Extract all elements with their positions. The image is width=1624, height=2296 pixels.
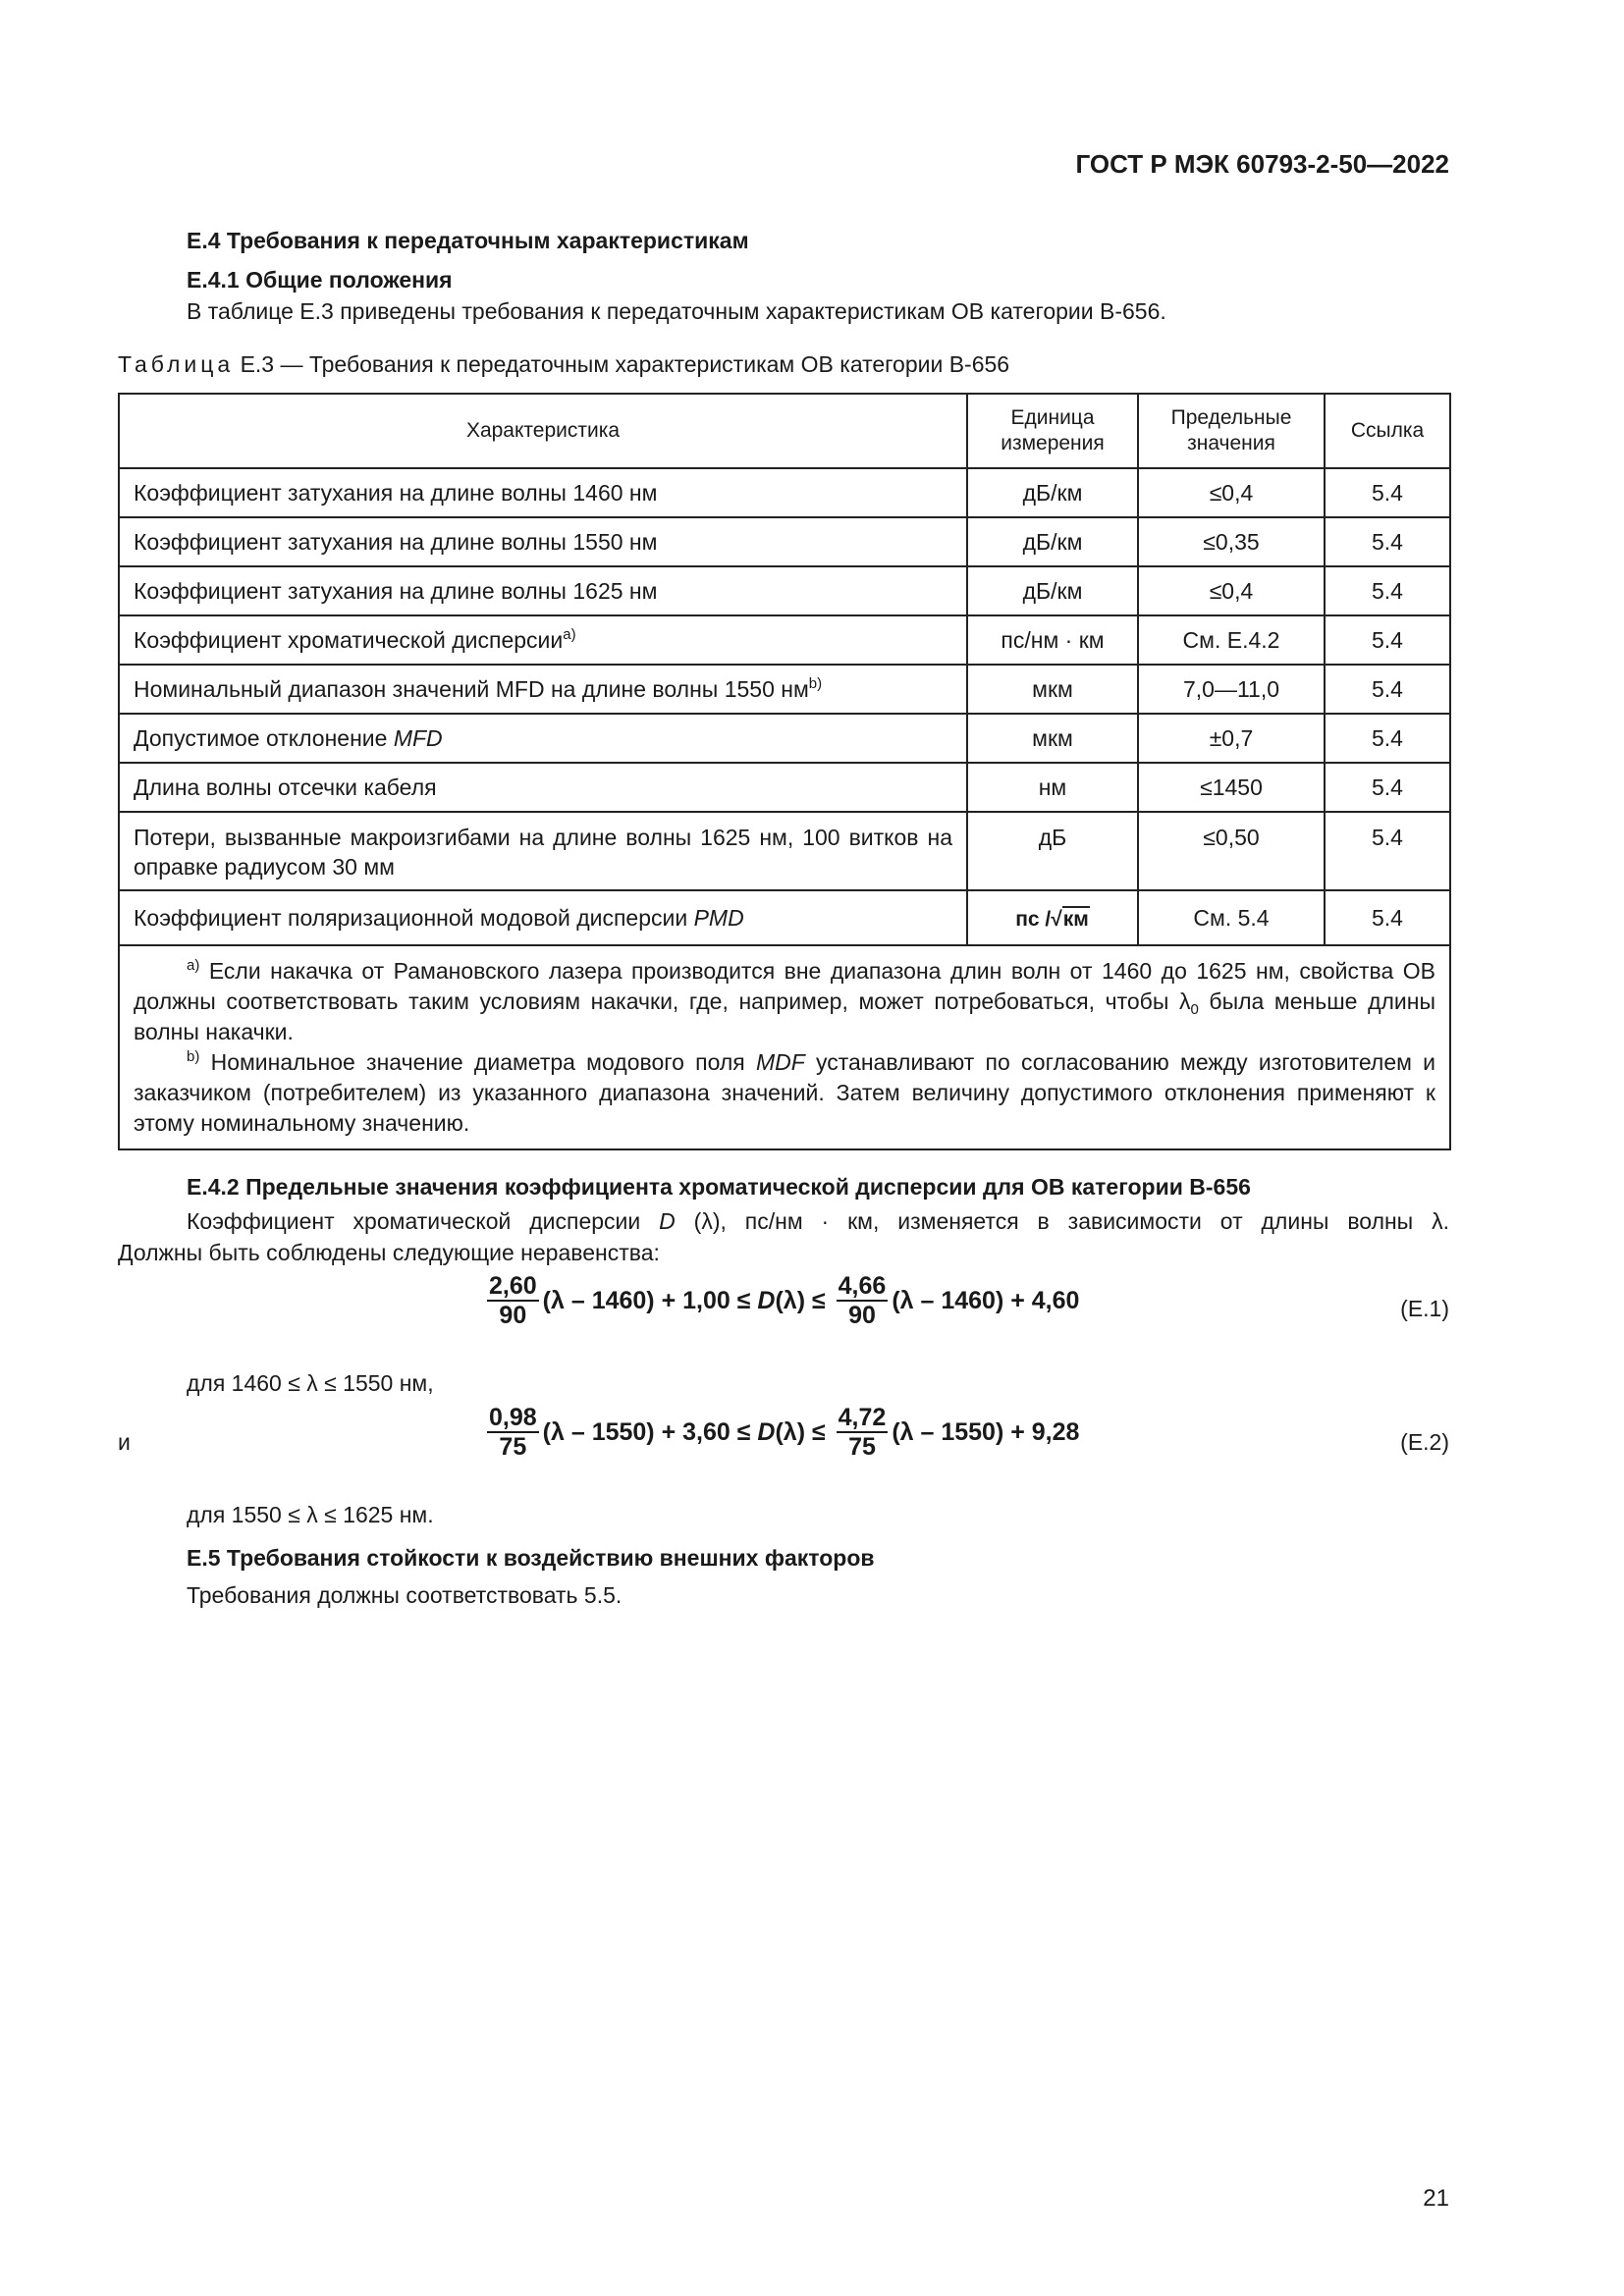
formula-e2 [483, 1404, 1079, 1461]
header-characteristic: Характеристика [119, 394, 967, 468]
table-row [119, 468, 1450, 517]
section-e5-paragraph: Требования должны соответствовать 5.5. [187, 1582, 623, 1608]
cell-unit: нм [967, 763, 1138, 812]
fraction [837, 1272, 889, 1329]
cell-value: ≤0,4 [1138, 468, 1325, 517]
cell-characteristic [119, 714, 967, 763]
table-row [119, 714, 1450, 763]
cell-value: См. 5.4 [1138, 890, 1325, 945]
cell-characteristic [119, 665, 967, 714]
table-row [119, 615, 1450, 665]
formula-e1-condition: для 1460 ≤ λ ≤ 1550 нм, [187, 1370, 434, 1396]
table-row [119, 763, 1450, 812]
cell-value: ≤0,35 [1138, 517, 1325, 566]
cell-unit: мкм [967, 714, 1138, 763]
table-row [119, 566, 1450, 615]
cell-value: 7,0—11,0 [1138, 665, 1325, 714]
table-notes [119, 945, 1450, 1149]
header-unit: Единица измерения [967, 394, 1138, 468]
paragraph-text: Должны быть соблюдены следующие неравенства: [118, 1240, 660, 1265]
cell-value: ≤1450 [1138, 763, 1325, 812]
variable-d: D [757, 1286, 776, 1314]
cell-text: Коэффициент поляризационной модовой дисперсии [134, 904, 688, 931]
section-e5-heading: Е.5 Требования стойкости к воздействию внешних факторов [187, 1545, 875, 1571]
formula-text: (λ – 1460) + 4,60 [892, 1286, 1080, 1314]
numerator: 2,60 [489, 1272, 537, 1300]
cell-value: См. Е.4.2 [1138, 615, 1325, 665]
unit-radicand: км [1062, 907, 1089, 931]
denominator: 75 [848, 1433, 876, 1461]
footnote-text: Если накачка от Рамановского лазера производится вне диапазона длин волн от 1460 до 1625 нм, свойства ОВ должны соответствовать таким условиям накачки, где, например, может потребоваться, чтобы λ [134, 958, 1435, 1014]
formula-text: (λ) ≤ [775, 1286, 833, 1314]
equation-number-e2: (Е.2) [1400, 1429, 1449, 1455]
footnote-marker: b) [808, 674, 823, 692]
radical-sign: √ [1051, 907, 1062, 931]
formula-e1 [483, 1272, 1079, 1329]
footnote-marker: a) [187, 957, 200, 974]
cell-text: Допустимое отклонение [134, 724, 388, 751]
cell-characteristic: Коэффициент затухания на длине волны 1550 нм [119, 517, 967, 566]
table-notes-row [119, 945, 1450, 1149]
cell-italic-term: PMD [693, 904, 744, 931]
variable-d: D [659, 1208, 676, 1234]
cell-text: Коэффициент хроматической дисперсии [134, 626, 564, 653]
cell-unit [967, 890, 1138, 945]
cell-reference: 5.4 [1325, 763, 1450, 812]
footnote-italic-term: MDF [755, 1049, 805, 1075]
cell-value: ≤0,50 [1138, 812, 1325, 890]
footnote-text: была меньше длины волны накачки. [134, 988, 1435, 1044]
numerator: 4,72 [838, 1404, 887, 1431]
denominator: 75 [499, 1433, 527, 1461]
paragraph-text: (λ), пс/нм · км, изменяется в зависимости от длины волны λ. [675, 1208, 1450, 1234]
footnote-text: Номинальное значение диаметра модового поля [210, 1049, 756, 1075]
table-caption-text: Е.3 — Требования к передаточным характеристикам ОВ категории В-656 [240, 351, 1010, 377]
cell-reference: 5.4 [1325, 665, 1450, 714]
section-e41-paragraph: В таблице Е.3 приведены требования к передаточным характеристикам ОВ категории В-656. [187, 298, 1166, 324]
numerator: 0,98 [489, 1404, 537, 1431]
cell-value: ±0,7 [1138, 714, 1325, 763]
cell-reference: 5.4 [1325, 890, 1450, 945]
section-e4-heading: Е.4 Требования к передаточным характеристикам [187, 228, 749, 253]
section-e41-heading: Е.4.1 Общие положения [187, 267, 453, 293]
cell-characteristic: Потери, вызванные макроизгибами на длине волны 1625 нм, 100 витков на оправке радиусом 30 мм [119, 812, 967, 890]
cell-unit: дБ/км [967, 566, 1138, 615]
subscript: 0 [1190, 1001, 1199, 1018]
table-row [119, 665, 1450, 714]
fraction [837, 1404, 889, 1461]
denominator: 90 [848, 1302, 876, 1329]
formula-text: (λ) ≤ [775, 1417, 833, 1446]
section-e42-paragraph [118, 1205, 1449, 1268]
cell-characteristic: Коэффициент затухания на длине волны 1460 нм [119, 468, 967, 517]
footnote-marker: a) [563, 625, 576, 643]
cell-reference: 5.4 [1325, 517, 1450, 566]
table-caption [118, 351, 1009, 378]
fraction [487, 1272, 539, 1329]
cell-characteristic [119, 615, 967, 665]
cell-reference: 5.4 [1325, 714, 1450, 763]
numerator: 4,66 [838, 1272, 887, 1300]
formula-e2-condition: для 1550 ≤ λ ≤ 1625 нм. [187, 1502, 434, 1527]
unit-prefix: пс / [1015, 907, 1052, 931]
table-row [119, 517, 1450, 566]
footnote-text: устанавливают по согласованию между изготовителем и заказчиком (потребителем) из указанного диапазона значений. Затем величину допустимого отклонения применяют к этому номинальному значению. [134, 1049, 1435, 1136]
footnote-b [134, 1047, 1435, 1139]
cell-value: ≤0,4 [1138, 566, 1325, 615]
header-reference: Ссылка [1325, 394, 1450, 468]
variable-d: D [757, 1417, 776, 1446]
paragraph-text: Коэффициент хроматической дисперсии [187, 1208, 660, 1234]
table-caption-label: Таблица [118, 351, 235, 377]
cell-text: Номинальный диапазон значений MFD на длине волны 1550 нм [134, 675, 809, 702]
footnote-marker: b) [187, 1048, 200, 1065]
header-limits: Предельные значения [1138, 394, 1325, 468]
fraction [487, 1404, 539, 1461]
page-number: 21 [1423, 2185, 1449, 2212]
formula-text: (λ – 1550) + 9,28 [892, 1417, 1080, 1446]
section-e42-heading: Е.4.2 Предельные значения коэффициента хроматической дисперсии для ОВ категории В-656 [187, 1174, 1251, 1200]
sqrt-unit [1015, 906, 1090, 931]
conjunction: и [118, 1429, 131, 1455]
cell-reference: 5.4 [1325, 812, 1450, 890]
formula-text: (λ – 1460) + 1,00 ≤ [542, 1286, 758, 1314]
cell-characteristic [119, 890, 967, 945]
footnote-a [134, 956, 1435, 1047]
cell-unit: дБ [967, 812, 1138, 890]
cell-unit: дБ/км [967, 517, 1138, 566]
formula-text: (λ – 1550) + 3,60 ≤ [542, 1417, 758, 1446]
document-header: ГОСТ Р МЭК 60793-2-50—2022 [1075, 149, 1449, 179]
cell-characteristic: Коэффициент затухания на длине волны 1625 нм [119, 566, 967, 615]
cell-reference: 5.4 [1325, 615, 1450, 665]
cell-italic-term: MFD [393, 724, 443, 751]
cell-unit: пс/нм · км [967, 615, 1138, 665]
paragraph-line [118, 1205, 1449, 1237]
table-row [119, 812, 1450, 890]
cell-characteristic: Длина волны отсечки кабеля [119, 763, 967, 812]
requirements-table [118, 393, 1451, 1150]
table-header-row [119, 394, 1450, 468]
cell-reference: 5.4 [1325, 468, 1450, 517]
equation-number-e1: (Е.1) [1400, 1296, 1449, 1321]
denominator: 90 [499, 1302, 527, 1329]
cell-reference: 5.4 [1325, 566, 1450, 615]
cell-unit: дБ/км [967, 468, 1138, 517]
table-row [119, 890, 1450, 945]
cell-unit: мкм [967, 665, 1138, 714]
